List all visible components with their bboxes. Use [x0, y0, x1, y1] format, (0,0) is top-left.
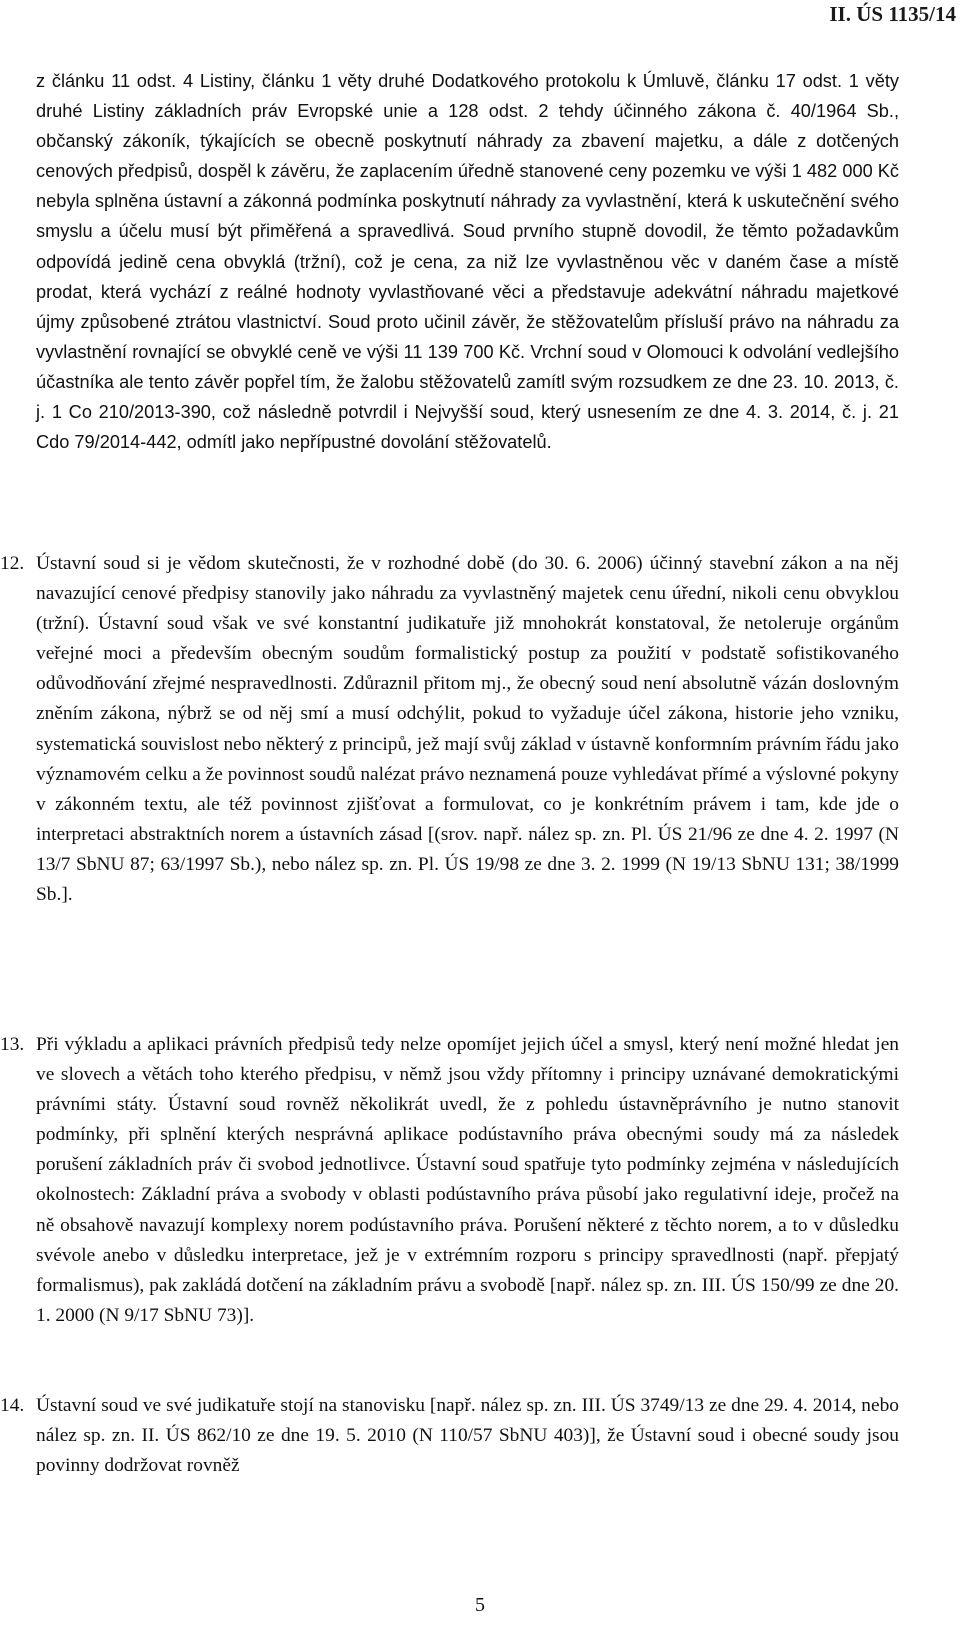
paragraph-number: 14.	[0, 1395, 25, 1416]
paragraph-number: 12.	[0, 553, 25, 574]
paragraph-number: 13.	[0, 1034, 25, 1055]
intro-paragraph: z článku 11 odst. 4 Listiny, článku 1 věty druhé Dodatkového protokolu k Úmluvě, článku 17 odst. 1 věty druhé Listiny základních práv Evropské unie a 128 odst. 2 tehdy účinného zákona č. 40/1964 Sb., občanský zákoník, týkajících se obecně poskytnutí náhrady za zbavení majetku, a dále z dotčených cenových předpisů, dospěl k závěru, že zaplacením úředně stanovené ceny pozemku ve výši 1 482 000 Kč nebyla splněna ústavní a zákonná podmínka poskytnutí náhrady za vyvlastnění, která k uskutečnění svého smyslu a účelu musí být přiměřená a spravedlivá. Soud prvního stupně dovodil, že těmto požadavkům odpovídá jedině cena obvyklá (tržní), což je cena, za niž lze vyvlastněnou věc v daném čase a místě prodat, která vychází z reálné hodnoty vyvlastňované věci a představuje adekvátní náhradu majetkové újmy způsobené ztrátou vlastnictví. Soud proto učinil závěr, že stěžovatelům přísluší právo na náhradu za vyvlastnění rovnající se obvyklé ceně ve výši 11 139 700 Kč. Vrchní soud v Olomouci k odvolání vedlejšího účastníka ale tento závěr popřel tím, že žalobu stěžovatelů zamítl svým rozsudkem ze dne 23. 10. 2013, č. j. 1 Co 210/2013-390, což následně potvrdil i Nejvyšší soud, který usnesením ze dne 4. 3. 2014, č. j. 21 Cdo 79/2014-442, odmítl jako nepřípustné dovolání stěžovatelů.	[36, 71, 899, 453]
paragraph-14	[0, 1391, 899, 1481]
paragraph-text: Ústavní soud ve své judikatuře stojí na stanovisku [např. nález sp. zn. III. ÚS 3749/13 ze dne 29. 4. 2014, nebo nález sp. zn. II. ÚS 862/10 ze dne 19. 5. 2010 (N 110/57 SbNU 403)], že Ústavní soud i obecné soudy jsou povinny dodržovat rovněž	[36, 1395, 899, 1477]
paragraph-text: Ústavní soud si je vědom skutečnosti, že v rozhodné době (do 30. 6. 2006) účinný stavební zákon a na něj navazující cenové předpisy stanovily jako náhradu za vyvlastněný majetek cenu úřední, nikoli cenu obvyklou (tržní). Ústavní soud však ve své konstantní judikatuře již mnohokrát konstatoval, že netoleruje orgánům veřejné moci a především obecným soudům formalistický postup za použití v podstatě sofistikovaného odůvodňování zřejmé nespravedlnosti. Zdůraznil přitom mj., že obecný soud není absolutně vázán doslovným zněním zákona, nýbrž se od něj smí a musí odchýlit, pokud to vyžaduje účel zákona, historie jeho vzniku, systematická souvislost nebo některý z principů, jež mají svůj základ v ústavně konformním právním řádu jako významovém celku a že povinnost soudů nalézat právo neznamená pouze vyhledávat přímé a výslovné pokyny v zákonném textu, ale též povinnost zjišťovat a formulovat, co je konkrétním právem i tam, kde jde o interpretaci abstraktních norem a ústavních zásad [(srov. např. nález sp. zn. Pl. ÚS 21/96 ze dne 4. 2. 1997 (N 13/7 SbNU 87; 63/1997 Sb.), nebo nález sp. zn. Pl. ÚS 19/98 ze dne 3. 2. 1999 (N 19/13 SbNU 131; 38/1999 Sb.].	[36, 553, 899, 906]
case-number-header: II. ÚS 1135/14	[829, 2, 956, 26]
paragraph-text: Při výkladu a aplikaci právních předpisů tedy nelze opomíjet jejich účel a smysl, který není možné hledat jen ve slovech a větách toho kterého předpisu, v němž jsou vždy přítomny i principy uznávané demokratickými právními státy. Ústavní soud rovněž několikrát uvedl, že z pohledu ústavněprávního je nutno stanovit podmínky, při splnění kterých nesprávná aplikace podústavního práva obecnými soudy má za následek porušení základních práv či svobod jednotlivce. Ústavní soud spatřuje tyto podmínky zejména v následujících okolnostech: Základní práva a svobody v oblasti podústavního práva působí jako regulativní ideje, pročež na ně obsahově navazují komplexy norem podústavního práva. Porušení některé z těchto norem, a to v důsledku svévole anebo v důsledku interpretace, jež je v extrémním rozporu s principy spravedlnosti (např. přepjatý formalismus), pak zakládá dotčení na základním právu a svobodě [např. nález sp. zn. III. ÚS 150/99 ze dne 20. 1. 2000 (N 9/17 SbNU 73)].	[36, 1034, 899, 1326]
page-number: 5	[475, 1594, 485, 1616]
paragraph-12	[0, 549, 899, 910]
paragraph-13	[0, 1030, 899, 1331]
